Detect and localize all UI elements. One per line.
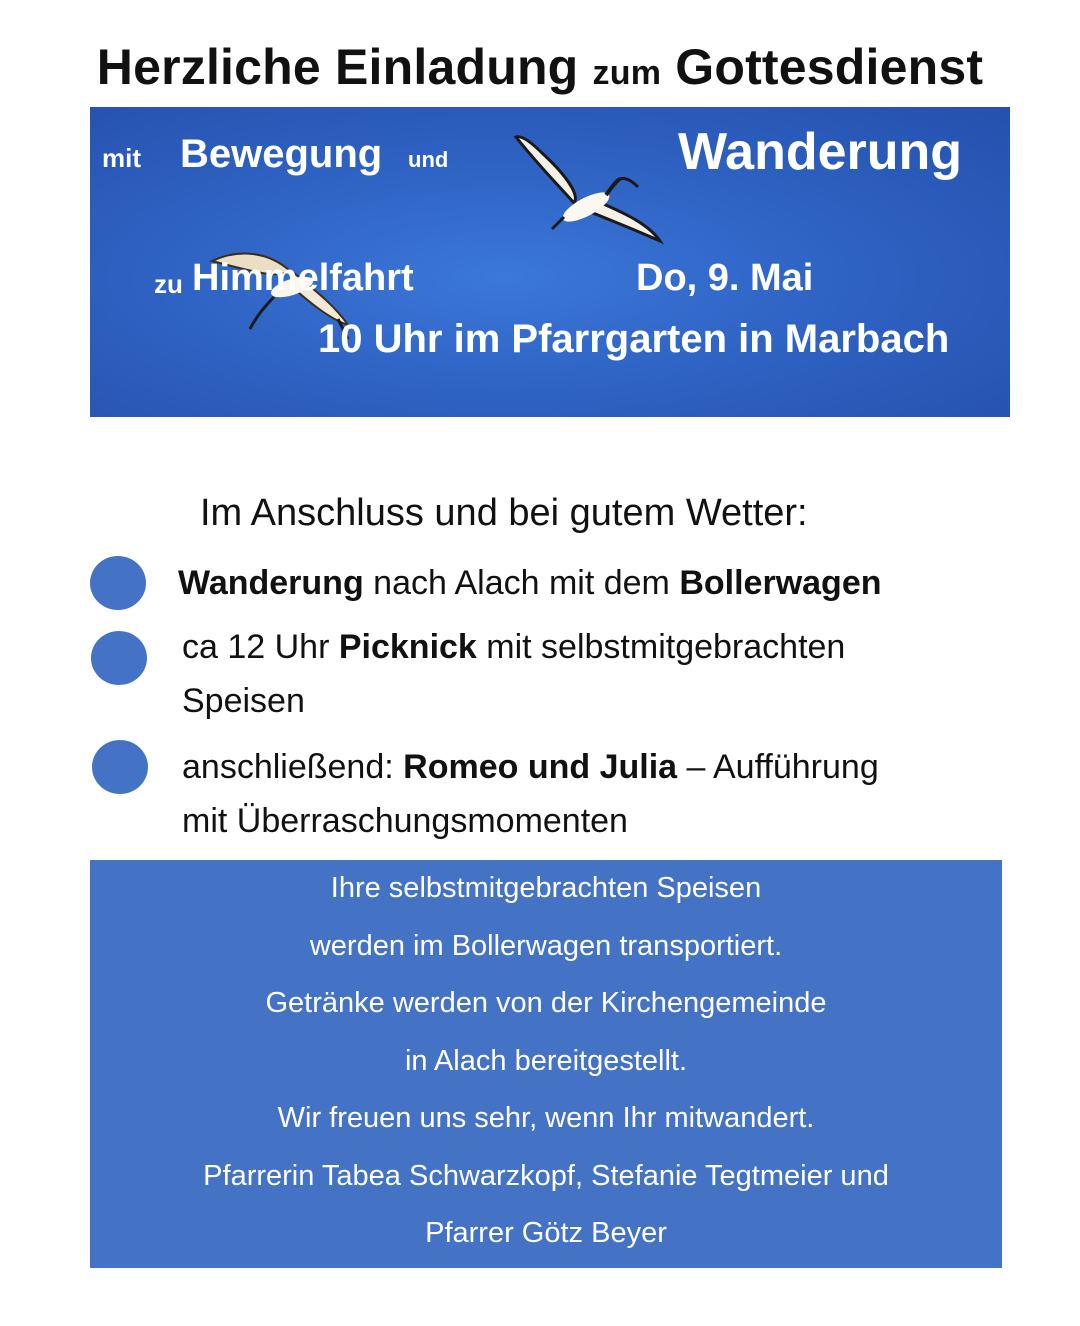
item-text: mit selbstmitgebrachten	[476, 628, 846, 666]
info-line: werden im Bollerwagen transportiert.	[309, 930, 783, 962]
title-part-1: Herzliche Einladung	[96, 39, 579, 95]
item-bold: Wanderung	[178, 564, 364, 602]
banner-zu: zu	[154, 269, 183, 299]
info-box	[90, 860, 1002, 1268]
list-item	[182, 740, 879, 848]
info-line: Getränke werden von der Kirchengemeinde	[265, 987, 827, 1019]
banner-mit: mit	[102, 143, 141, 173]
bullet-circle-icon	[90, 556, 146, 610]
item-text-line2: Speisen	[182, 682, 305, 720]
item-text-line2: mit Überraschungsmomenten	[182, 802, 628, 840]
item-text: ca 12 Uhr	[182, 628, 339, 666]
banner-time-place: 10 Uhr im Pfarrgarten in Marbach	[318, 317, 950, 361]
banner-date: Do, 9. Mai	[636, 257, 814, 299]
banner-und: und	[408, 147, 449, 172]
item-bold: Bollerwagen	[679, 564, 882, 602]
item-bold: Picknick	[338, 628, 477, 666]
banner-himmelfahrt: Himmelfahrt	[192, 257, 414, 299]
banner-wanderung: Wanderung	[678, 123, 963, 181]
info-line: Pfarrer Götz Beyer	[425, 1217, 667, 1249]
info-line: Ihre selbstmitgebrachten Speisen	[330, 872, 762, 904]
info-line: in Alach bereitgestellt.	[404, 1045, 688, 1077]
page-title	[0, 38, 1080, 96]
info-line: Wir freuen uns sehr, wenn Ihr mitwandert.	[277, 1102, 815, 1134]
item-bold: Romeo und Julia	[403, 748, 678, 786]
item-text: – Aufführung	[677, 748, 879, 786]
bullet-circle-icon	[91, 631, 147, 685]
banner-bewegung: Bewegung	[180, 132, 383, 176]
title-part-3: Gottesdienst	[675, 39, 984, 95]
item-text: nach Alach mit dem	[363, 564, 680, 602]
lead-text: Im Anschluss und bei gutem Wetter:	[200, 492, 808, 534]
title-part-2: zum	[592, 54, 662, 92]
flying-ibis-bird-icon	[508, 125, 668, 245]
item-text: anschließend:	[182, 748, 404, 786]
list-item	[182, 620, 845, 728]
sky-banner	[90, 107, 1010, 417]
info-line: Pfarrerin Tabea Schwarzkopf, Stefanie Tegtmeier und	[203, 1160, 889, 1192]
list-item	[178, 556, 882, 610]
bullet-circle-icon	[92, 740, 148, 794]
